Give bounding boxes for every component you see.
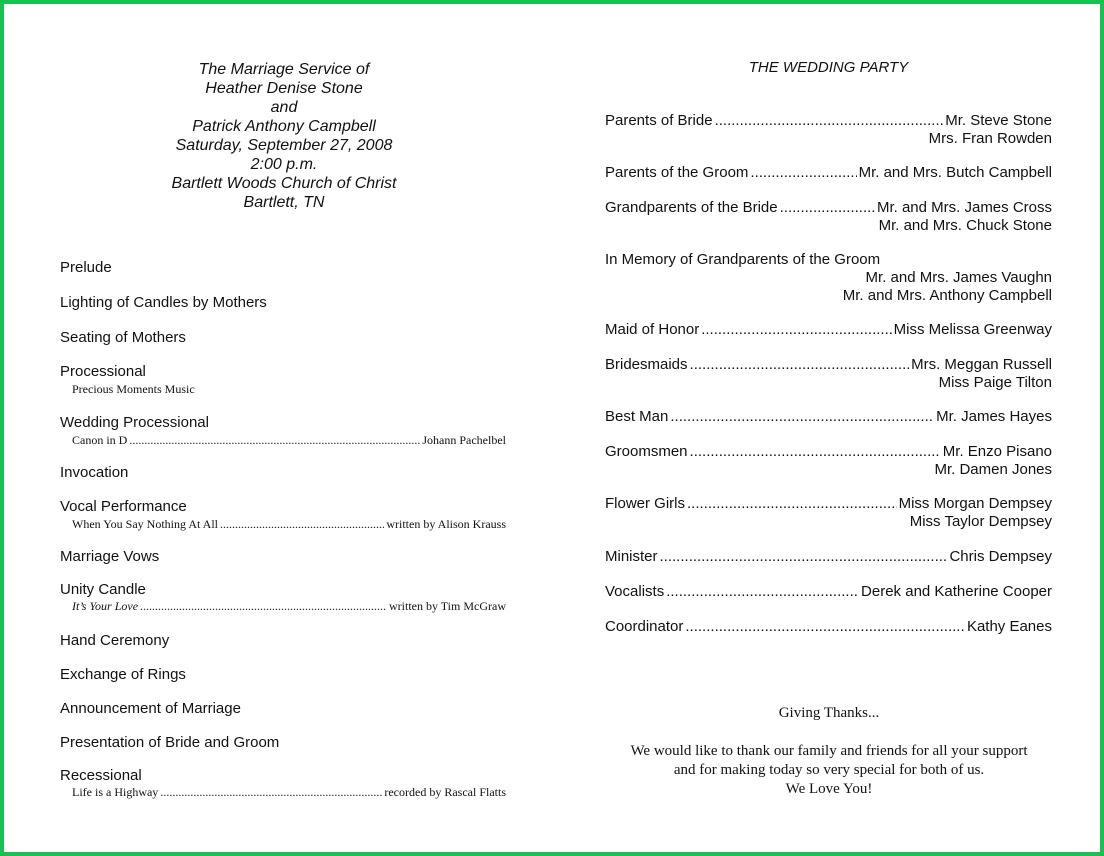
order-item-prelude: Prelude — [60, 259, 112, 276]
party-role: Grandparents of the Bride — [605, 199, 778, 216]
order-sub-piece: When You Say Nothing At All — [72, 517, 219, 531]
order-item-hand: Hand Ceremony — [60, 632, 170, 649]
order-item-presentation: Presentation of Bride and Groom — [60, 734, 280, 751]
party-row-bestman — [605, 408, 1052, 426]
dot-leader — [690, 443, 941, 461]
party-role: Minister — [605, 548, 658, 565]
order-item-invocation: Invocation — [60, 464, 129, 481]
order-item-wedding-processional: Wedding Processional — [60, 414, 209, 431]
party-name: Mr. and Mrs. James Vaughn — [865, 269, 1052, 286]
header-line: The Marriage Service of — [198, 61, 370, 78]
party-name: Kathy Eanes — [966, 618, 1052, 635]
thanks-line: We would like to thank our family and friends for all your support — [630, 743, 1028, 759]
header-line: Heather Denise Stone — [205, 80, 363, 97]
dot-leader — [140, 599, 387, 613]
party-name: Mr. Steve Stone — [945, 112, 1052, 129]
party-row-groomsmen — [605, 443, 1052, 461]
party-row-bride-grandparents — [605, 199, 1052, 217]
party-name: Miss Melissa Greenway — [893, 321, 1052, 338]
party-name: Miss Morgan Dempsey — [898, 495, 1052, 512]
order-item-seating: Seating of Mothers — [60, 329, 186, 346]
party-title: THE WEDDING PARTY — [748, 59, 909, 76]
order-sub-credit: Johann Pachelbel — [422, 433, 506, 447]
party-role-memory: In Memory of Grandparents of the Groom — [605, 251, 881, 268]
order-item-candles: Lighting of Candles by Mothers — [60, 294, 267, 311]
dot-leader — [690, 356, 910, 374]
party-row-bridesmaids — [605, 356, 1052, 374]
header-line: Patrick Anthony Campbell — [192, 118, 376, 135]
party-role: Parents of the Groom — [605, 164, 749, 181]
header-line: Bartlett Woods Church of Christ — [171, 175, 397, 192]
dot-leader — [685, 618, 965, 636]
party-name: Mr. and Mrs. Butch Campbell — [858, 164, 1052, 181]
dot-leader — [129, 433, 420, 447]
order-sub-credit: recorded by Rascal Flatts — [384, 785, 506, 799]
party-role: Parents of Bride — [605, 112, 713, 129]
party-name: Mr. and Mrs. Anthony Campbell — [842, 287, 1052, 304]
party-role: Groomsmen — [605, 443, 688, 460]
dot-leader — [780, 199, 875, 217]
party-row-minister — [605, 548, 1052, 566]
dot-leader — [666, 583, 859, 601]
header-line: Bartlett, TN — [243, 194, 325, 211]
order-sub-piece: Life is a Highway — [72, 785, 159, 799]
dot-leader — [160, 785, 382, 799]
header-line: and — [270, 99, 298, 116]
party-row-vocalists — [605, 583, 1052, 601]
dot-leader — [701, 321, 891, 339]
party-name: Derek and Katherine Cooper — [861, 583, 1052, 600]
party-role: Best Man — [605, 408, 669, 425]
party-row-groom-parents — [605, 164, 1052, 182]
party-row-bride-parents — [605, 112, 1052, 130]
party-name: Mr. and Mrs. James Cross — [876, 199, 1052, 216]
party-name: Mr. James Hayes — [936, 408, 1052, 425]
order-sub-credit: written by Alison Krauss — [386, 517, 506, 531]
party-role: Maid of Honor — [605, 321, 700, 338]
order-item-recessional: Recessional — [60, 767, 142, 784]
party-name: Miss Taylor Dempsey — [909, 513, 1052, 530]
party-role: Flower Girls — [605, 495, 686, 512]
order-sub-credit: written by Tim McGraw — [389, 599, 506, 613]
thanks-line: We Love You! — [785, 781, 873, 797]
order-sub-piece: Precious Moments Music — [72, 382, 195, 396]
party-name: Miss Paige Tilton — [938, 374, 1052, 391]
party-role: Coordinator — [605, 618, 684, 635]
order-sub-wedding-processional — [72, 433, 506, 447]
party-name: Mr. Damen Jones — [934, 461, 1052, 478]
order-item-vows: Marriage Vows — [60, 548, 160, 565]
party-row-maid — [605, 321, 1052, 339]
party-name: Mrs. Fran Rowden — [928, 130, 1052, 147]
party-role: Vocalists — [605, 583, 665, 600]
thanks-line: and for making today so very special for both of us. — [673, 762, 985, 778]
dot-leader — [687, 495, 897, 513]
order-item-rings: Exchange of Rings — [60, 666, 186, 683]
order-item-unity: Unity Candle — [60, 581, 146, 598]
order-sub-vocal — [72, 517, 506, 531]
order-item-announcement: Announcement of Marriage — [60, 700, 241, 717]
order-sub-processional — [72, 382, 506, 396]
party-name: Mr. Enzo Pisano — [942, 443, 1052, 460]
order-sub-piece: It’s Your Love — [72, 599, 139, 613]
party-row-flower-girls — [605, 495, 1052, 513]
party-name: Mr. and Mrs. Chuck Stone — [878, 217, 1052, 234]
header-line: 2:00 p.m. — [250, 156, 318, 173]
party-role: Bridesmaids — [605, 356, 688, 373]
dot-leader — [715, 112, 944, 130]
dot-leader — [660, 548, 948, 566]
order-item-vocal: Vocal Performance — [60, 498, 187, 515]
order-item-processional: Processional — [60, 363, 146, 380]
party-name: Mrs. Meggan Russell — [911, 356, 1052, 373]
dot-leader — [670, 408, 934, 426]
header-line: Saturday, September 27, 2008 — [175, 137, 393, 154]
party-name: Chris Dempsey — [949, 548, 1052, 565]
order-sub-piece: Canon in D — [72, 433, 128, 447]
order-sub-recessional — [72, 785, 506, 799]
dot-leader — [220, 517, 384, 531]
thanks-heading: Giving Thanks... — [778, 705, 880, 721]
party-row-coordinator — [605, 618, 1052, 636]
dot-leader — [750, 164, 856, 182]
order-sub-unity — [72, 599, 506, 613]
